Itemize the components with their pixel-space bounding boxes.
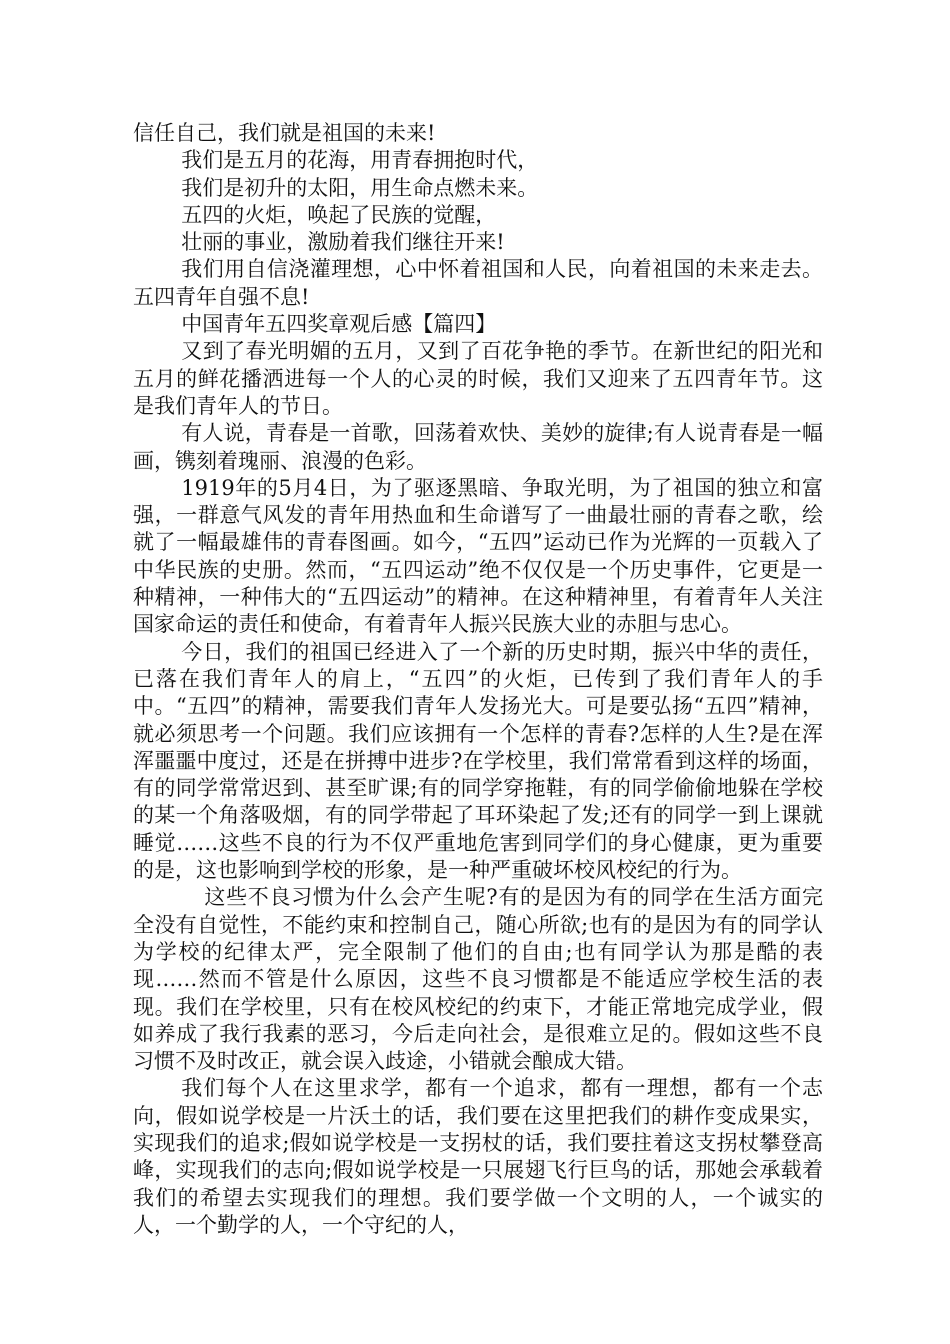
paragraph-youth: 有人说，青春是一首歌，回荡着欢快、美妙的旋律;有人说青春是一幅画，镌刻着瑰丽、浪漫的色彩。 bbox=[133, 421, 823, 473]
paragraph-1: 信任自己，我们就是祖国的未来! bbox=[133, 121, 436, 145]
paragraph-pursuit: 我们每个人在这里求学，都有一个追求，都有一理想，都有一个志向，假如说学校是一片沃土的话，我们要在这里把我们的耕作变成果实，实现我们的追求;假如说学校是一支拐杖的话，我们要拄着这支拐杖攀登高峰，实现我们的志向;假如说学校是一只展翅飞行巨鸟的话，那她会承载着我们的希望去实现我们的理想。我们要学做一个文明的人，一个诚实的人，一个勤学的人，一个守纪的人， bbox=[133, 1076, 823, 1237]
paragraph-closing: 我们用自信浇灌理想，心中怀着祖国和人民，向着祖国的未来走去。五四青年自强不息! bbox=[133, 257, 823, 309]
poem-line-4: 壮丽的事业，激励着我们继往开来! bbox=[181, 230, 505, 255]
paragraph-intro: 又到了春光明媚的五月，又到了百花争艳的季节。在新世纪的阳光和五月的鲜花播洒进每一个人的心灵的时候，我们又迎来了五四青年节。这是我们青年人的节日。 bbox=[133, 339, 823, 418]
poem-line-1: 我们是五月的花海，用青春拥抱时代， bbox=[181, 148, 539, 173]
section-heading: 中国青年五四奖章观后感【篇四】 bbox=[181, 312, 497, 337]
poem-line-3: 五四的火炬，唤起了民族的觉醒， bbox=[181, 202, 497, 227]
poem-line-2: 我们是初升的太阳，用生命点燃未来。 bbox=[181, 175, 539, 200]
document-body bbox=[133, 120, 823, 1239]
paragraph-today: 今日，我们的祖国已经进入了一个新的历史时期，振兴中华的责任，已落在我们青年人的肩上，“五四”的火炬，已传到了我们青年人的手中。“五四”的精神，需要我们青年人发扬光大。可是要弘扬“五四”精神，就必须思考一个问题。我们应该拥有一个怎样的青春?怎样的人生?是在浑浑噩噩中度过，还是在拼搏中进步?在学校里，我们常常看到这样的场面，有的同学常常迟到、甚至旷课;有的同学穿拖鞋，有的同学偷偷地躲在学校的某一个角落吸烟，有的同学带起了耳环染起了发;还有的同学一到上课就睡觉……这些不良的行为不仅严重地危害到同学们的身心健康，更为重要的是，这也影响到学校的形象，是一种严重破坏校风校纪的行为。 bbox=[133, 639, 823, 883]
paragraph-history: 1919年的5月4日，为了驱逐黑暗、争取光明，为了祖国的独立和富强，一群意气风发的青年用热血和生命谱写了一曲最壮丽的青春之歌，绘就了一幅最雄伟的青春图画。如今，“五四”运动已作为光辉的一页载入了中华民族的史册。然而，“五四运动”绝不仅仅是一个历史事件，它更是一种精神，一种伟大的“五四运动”的精神。在这种精神里，有着青年人关注国家命运的责任和使命，有着青年人振兴民族大业的赤胆与忠心。 bbox=[133, 475, 823, 637]
paragraph-habits: 这些不良习惯为什么会产生呢?有的是因为有的同学在生活方面完全没有自觉性，不能约束和控制自己，随心所欲;也有的是因为有的同学认为学校的纪律太严，完全限制了他们的自由;也有同学认为那是酷的表现……然而不管是什么原因，这些不良习惯都是不能适应学校生活的表现。我们在学校里，只有在校风校纪的约束下，才能正常地完成学业，假如养成了我行我素的恶习，今后走向社会，是很难立足的。假如这些不良习惯不及时改正，就会误入歧途，小错就会酿成大错。 bbox=[133, 885, 823, 1074]
